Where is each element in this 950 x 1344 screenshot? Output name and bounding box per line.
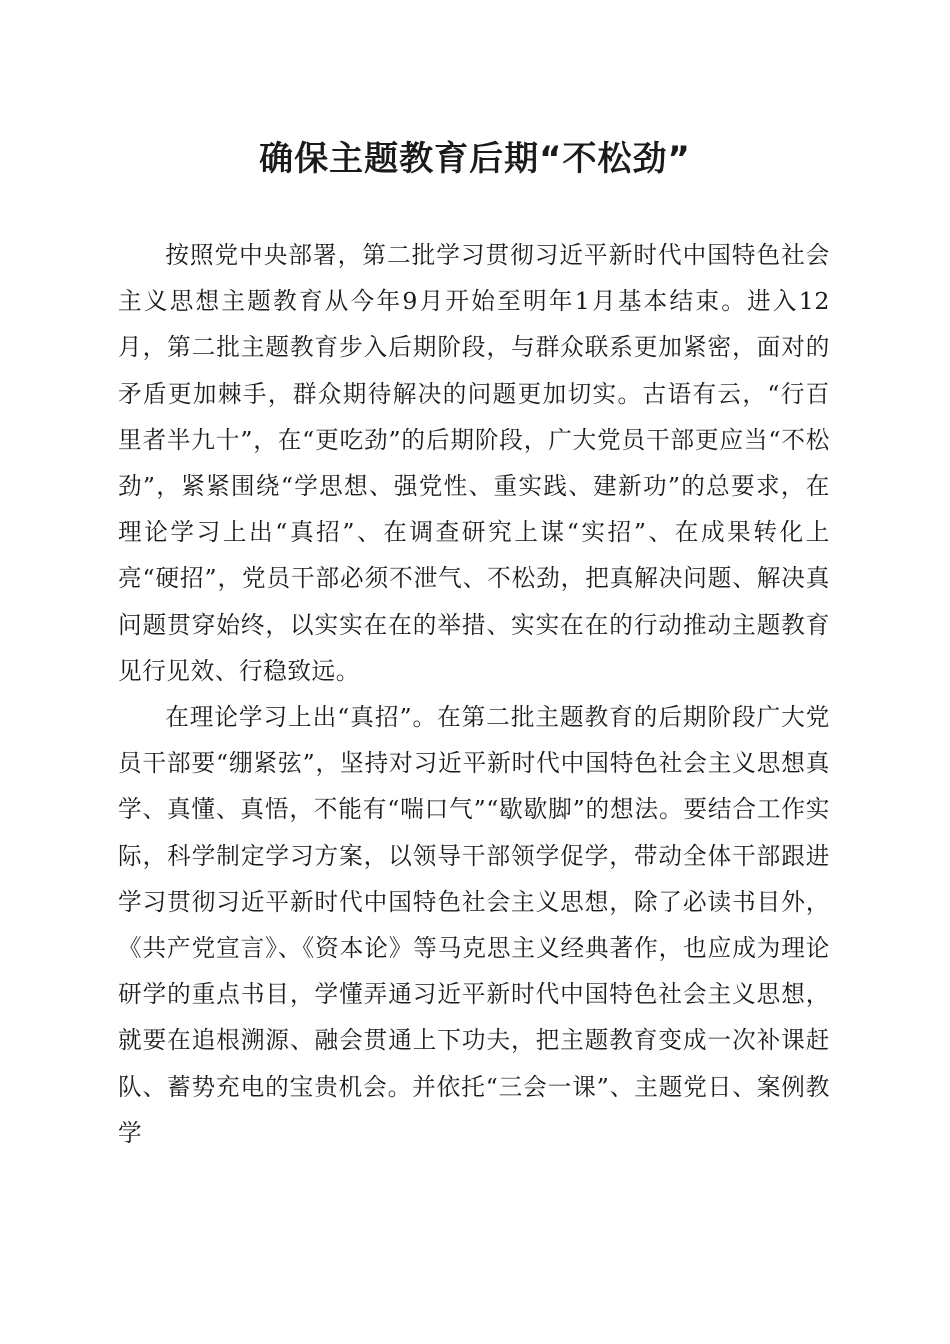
document-title: 确保主题教育后期“不松劲” [259,139,691,179]
paragraph-1: 按照党中央部署，第二批学习贯彻习近平新时代中国特色社会主义思想主题教育从今年9月开始至明年1月基本结束。进入12月，第二批主题教育步入后期阶段，与群众联系更加紧密，面对的矛盾更加棘手，群众期待解决的问题更加切实。古语有云，“行百里者半九十”，在“更吃劲”的后期阶段，广大党员干部更应当“不松劲”，紧紧围绕“学思想、强党性、重实践、建新功”的总要求，在理论学习上出“真招”、在调查研究上谋“实招”、在成果转化上亮“硬招”，党员干部必须不泄气、不松劲，把真解决问题、解决真问题贯穿始终，以实实在在的举措、实实在在的行动推动主题教育见行见效、行稳致远。 [118,241,830,685]
paragraph-2: 在理论学习上出“真招”。在第二批主题教育的后期阶段广大党员干部要“绷紧弦”，坚持对习近平新时代中国特色社会主义思想真学、真懂、真悟，不能有“喘口气”“歇歇脚”的想法。要结合工作实际，科学制定学习方案，以领导干部领学促学，带动全体干部跟进学习贯彻习近平新时代中国特色社会主义思想，除了必读书目外，《共产党宣言》、《资本论》等马克思主义经典著作，也应成为理论研学的重点书目，学懂弄通习近平新时代中国特色社会主义思想，就要在追根溯源、融会贯通上下功夫，把主题教育变成一次补课赶队、蓄势充电的宝贵机会。并依托“三会一课”、主题党日、案例教学 [118,703,830,1147]
document-body [118,232,830,1156]
